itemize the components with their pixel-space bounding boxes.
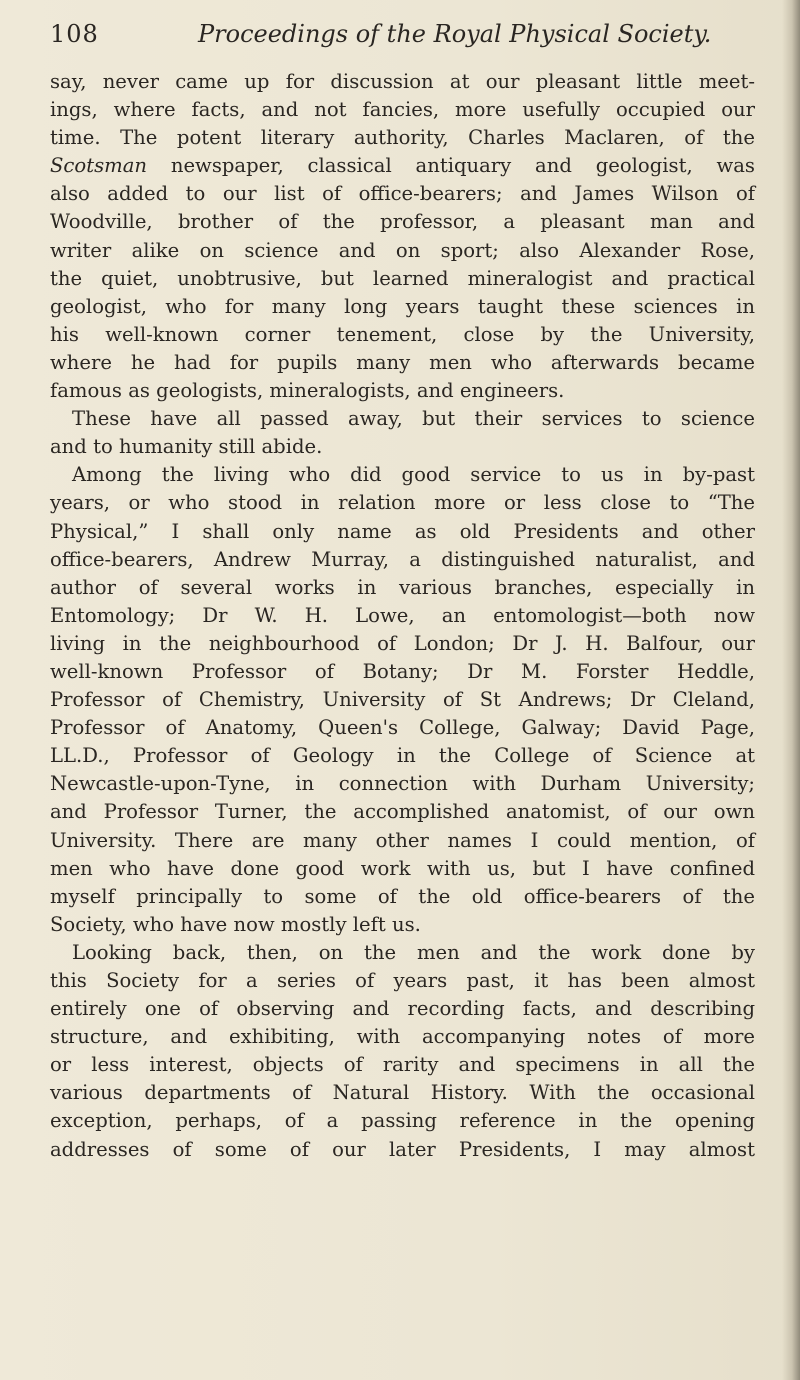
text-line: exception, perhaps, of a passing reference in the opening [50,1109,755,1133]
text-line: say, never came up for discussion at our pleasant little meet- [50,70,755,93]
text-line: this Society for a series of years past, it has been almost [50,969,755,992]
text-line: various departments of Natural History. With the occasional [50,1081,755,1105]
text-line: men who have done good work with us, but I have confined [50,856,755,880]
page-header [50,16,770,56]
text-line: Professor of Anatomy, Queen's College, Galway; David Page, [50,716,755,740]
newspaper-title: Scotsman [50,154,148,178]
text-line: These have all passed away, but their services to science [72,407,755,431]
text-line: his well-known corner tenement, close by the University, [50,322,755,346]
text-line: myself principally to some of the old office-bearers of the [50,884,755,908]
text-line: years, or who stood in relation more or less close to “The [50,491,755,515]
text-line: Entomology; Dr W. H. Lowe, an entomologist—both now [50,603,755,627]
text-line: addresses of some of our later Presidents, I may almost [50,1137,755,1161]
text-line: office-bearers, Andrew Murray, a distinguished naturalist, and [50,547,755,571]
text-line: living in the neighbourhood of London; Dr J. H. Balfour, our [50,631,755,655]
text-line: author of several works in various branches, especially in [50,575,755,599]
body-text [50,68,755,1164]
running-title: Proceedings of the Royal Physical Society. [198,20,712,48]
text-line: structure, and exhibiting, with accompanying notes of more [50,1025,755,1049]
page-number: 108 [50,20,99,48]
text-line: writer alike on science and on sport; also Alexander Rose, [50,238,755,262]
text-line: Newcastle-upon-Tyne, in connection with Durham University; [50,772,755,796]
text-line: and Professor Turner, the accomplished anatomist, of our own [50,800,755,824]
text-line: entirely one of observing and recording facts, and describing [50,997,755,1021]
text-line: time. The potent literary authority, Charles Maclaren, of the [50,126,755,150]
text-line: also added to our list of office-bearers; and James Wilson of [50,182,755,206]
text-line: where he had for pupils many men who afterwards became [50,350,755,374]
text-line: Physical,” I shall only name as old Presidents and other [50,519,755,543]
text-line: Society, who have now mostly left us. [50,912,421,936]
text-line: ings, where facts, and not fancies, more usefully occupied our [50,98,755,122]
page-edge-shadow [782,0,800,1380]
text-line: the quiet, unobtrusive, but learned mineralogist and practical [50,266,755,290]
text-line: well-known Professor of Botany; Dr M. Forster Heddle, [50,659,755,683]
text-line: LL.D., Professor of Geology in the College of Science at [50,744,755,768]
text-line: Among the living who did good service to us in by-past [72,463,755,487]
text-line: or less interest, objects of rarity and specimens in all the [50,1053,755,1077]
text-line: Scotsman newspaper, classical antiquary and geologist, was [50,154,755,178]
text-line: geologist, who for many long years taught these sciences in [50,294,755,318]
text-line: Looking back, then, on the men and the work done by [72,940,755,964]
text-line: famous as geologists, mineralogists, and engineers. [50,379,565,403]
text-line: University. There are many other names I could mention, of [50,828,755,852]
text-line: Professor of Chemistry, University of St Andrews; Dr Cleland, [50,688,755,712]
text-line: and to humanity still abide. [50,435,323,459]
text-line: Woodville, brother of the professor, a pleasant man and [50,210,755,234]
